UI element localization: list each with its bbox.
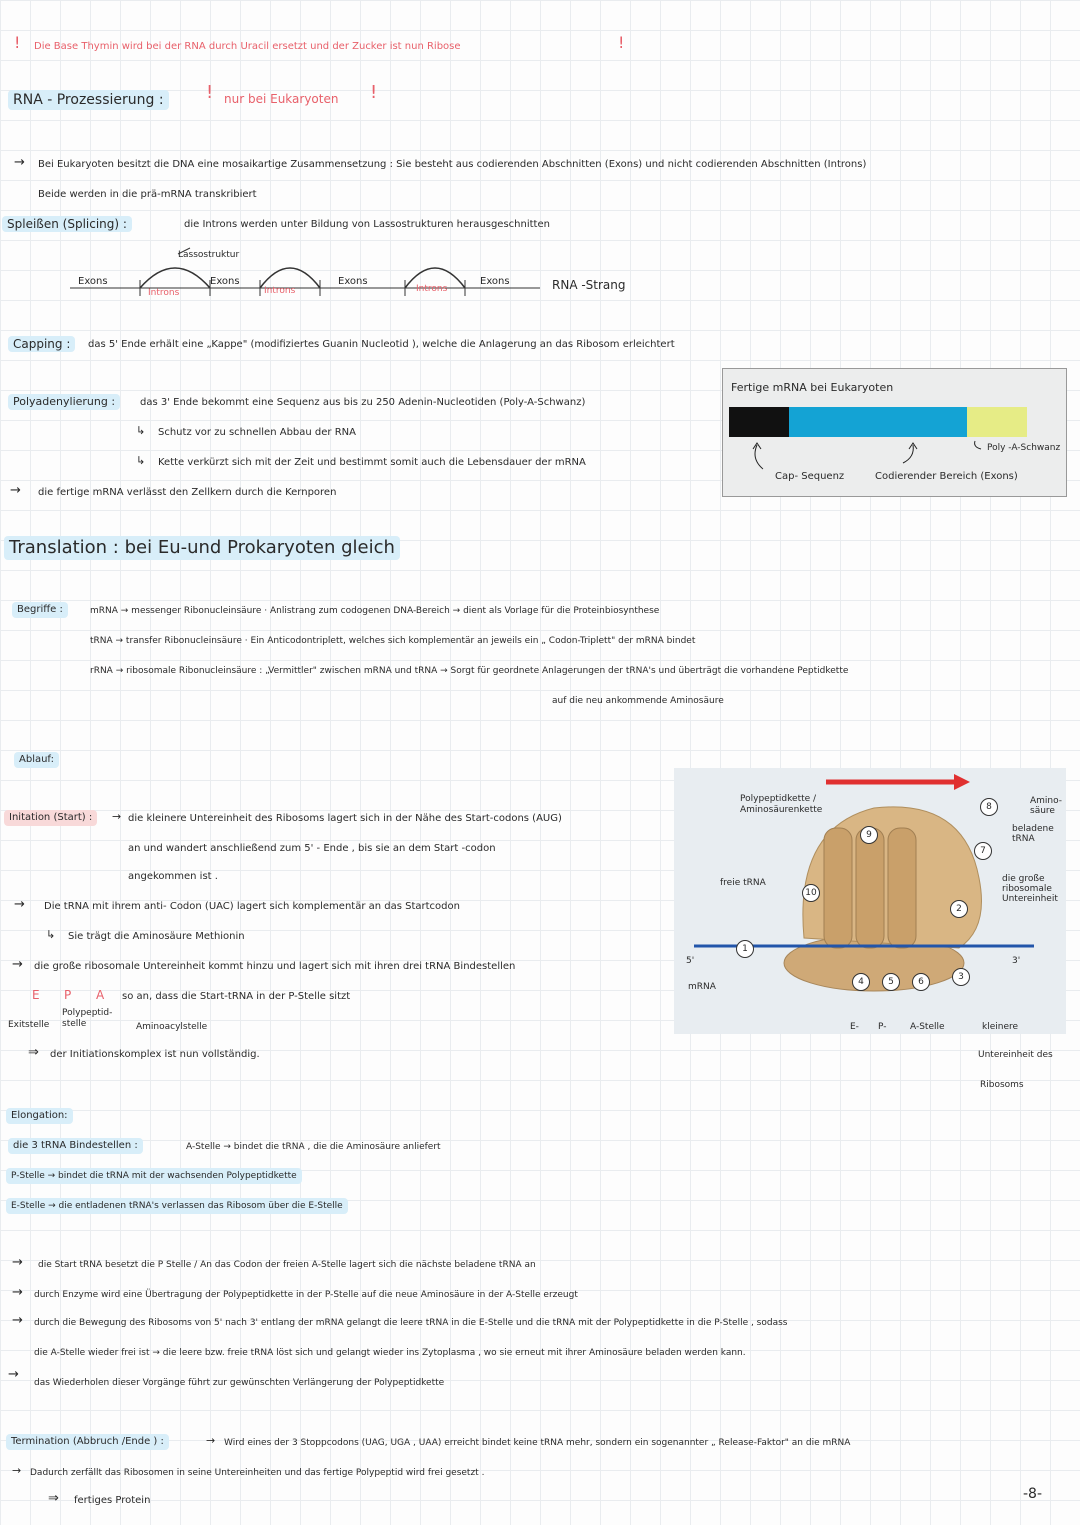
elong-line-2: durch Enzyme wird eine Übertragung der Polypeptidkette in der P-Stelle auf die neue Aminosäure in der A-Stelle erzeugt [34,1290,578,1300]
amino-label: Amino- säure [1030,796,1063,816]
bindestellen-label: die 3 tRNA Bindestellen : [8,1138,143,1154]
arrow-icon: → [10,483,21,498]
lasso-label: Lassostruktur [178,250,240,260]
mrna-fig-label: mRNA [688,982,716,992]
exit-label: Exitstelle [8,1020,50,1030]
p-label: P- [878,1022,887,1032]
page-number: -8- [1022,1486,1042,1502]
exclamation-icon: ! [370,82,378,103]
polya-label: Polyadenylierung : [8,394,120,410]
arrow-icon: → [12,1255,23,1270]
beladene-label: beladene tRNA [1012,824,1054,844]
termination-label: Termination (Abbruch /Ende ) : [6,1434,169,1450]
epa-text: so an, dass die Start-tRNA in der P-Stelle sitzt [122,991,351,1002]
double-arrow-icon: ⇒ [48,1491,59,1506]
elong-line-1: die Start tRNA besetzt die P Stelle / An das Codon der freien A-Stelle lagert sich die nächste beladene tRNA an [38,1260,536,1270]
p-site-text: P-Stelle → bindet die tRNA mit der wachsenden Polypeptidkette [6,1168,302,1184]
figure-marker-6: 6 [912,973,930,991]
exon-label: Exons [210,276,240,287]
section-title-translation: Translation : bei Eu-und Prokaryoten gleich [4,536,400,560]
rna-strand-label: RNA -Strang [552,278,626,292]
aminoacyl-label: Aminoacylstelle [136,1022,208,1032]
kleinere-label-2: Untereinheit des [978,1050,1053,1060]
capping-label: Capping : [8,336,75,352]
elong-line-4: die A-Stelle wieder frei ist → die leere bzw. freie tRNA löst sich und gelangt wieder ins Zytoplasma , wo sie erneut mit ihrer Aminosäure beladen werden kann. [34,1348,746,1358]
a-site-text: A-Stelle → bindet die tRNA , die die Aminosäure anliefert [186,1142,441,1152]
arrow-icon: → [206,1434,216,1447]
polya-tail-label: Poly -A-Schwanz [987,443,1061,453]
init-line-4: Die tRNA mit ihrem anti- Codon (UAC) lagert sich komplementär an das Startcodon [44,901,460,912]
epa-p: P [64,988,72,1002]
polypeptid-label: Polypeptid- stelle [62,1008,113,1029]
kleinere-label-3: Ribosoms [980,1080,1024,1090]
polypeptid-fig-label: Polypeptidkette / Aminosäurenkette [740,794,823,815]
elongation-label: Elongation: [6,1108,73,1124]
intron-label: Introns [416,284,448,294]
arrow-icon: → [14,155,25,170]
arrow-icon: ↳ [136,424,146,437]
figure-marker-5: 5 [882,973,900,991]
figure-marker-9: 9 [860,826,878,844]
grosse-label: die große ribosomale Untereinheit [1002,874,1058,904]
arrow-icon: ↳ [136,454,146,467]
arrow-icon: → [112,810,122,823]
exon-label: Exons [338,276,368,287]
top-note: Die Base Thymin wird bei der RNA durch Uracil ersetzt und der Zucker ist nun Ribose [34,41,461,52]
rrna-term-2: auf die neu ankommende Aminosäure [552,696,724,706]
exclamation-icon: ! [14,33,21,52]
figure-marker-3: 3 [952,968,970,986]
trna-term: tRNA → transfer Ribonucleinsäure · Ein Anticodontriplett, welches sich komplementär an jeweils ein „ Codon-Triplett" der mRNA bindet [90,636,696,646]
figure-marker-1: 1 [736,940,754,958]
a-label: A-Stelle [910,1022,945,1032]
init-line-5: Sie trägt die Aminosäure Methionin [68,931,245,942]
init-line-3: angekommen ist . [128,871,218,882]
ribosome-figure [674,768,1066,1034]
figure-marker-4: 4 [852,973,870,991]
panel-title: Fertige mRNA bei Eukaryoten [731,381,894,394]
three-prime-label: 3' [1012,956,1021,966]
figure-marker-7: 7 [974,842,992,860]
cap-label: Cap- Sequenz [775,471,845,482]
init-line-1: die kleinere Untereinheit des Ribosoms lagert sich in der Nähe des Start-codons (AUG) [128,813,562,824]
section-title-rna-prozessierung: RNA - Prozessierung : [8,90,169,110]
eukaryoten-note: nur bei Eukaryoten [224,92,339,106]
arrow-icon: → [12,1464,22,1477]
e-site-text: E-Stelle → die entladenen tRNA's verlassen das Ribosom über die E-Stelle [6,1198,348,1214]
arrow-icon: → [12,957,23,972]
intron-label: Introns [148,288,180,298]
coding-label: Codierender Bereich (Exons) [875,471,1018,482]
initiation-label: Initation (Start) : [4,810,97,826]
transkribiert-line: Beide werden in die prä-mRNA transkribiert [38,189,257,200]
figure-marker-2: 2 [950,900,968,918]
five-prime-label: 5' [686,956,695,966]
freie-trna-label: freie tRNA [720,878,766,888]
arrow-icon: → [8,1367,19,1382]
epa-e: E [32,988,40,1002]
final-line: die fertige mRNA verlässt den Zellkern durch die Kernporen [38,487,337,498]
term-line-1: Wird eines der 3 Stoppcodons (UAG, UGA , UAA) erreicht bindet keine tRNA mehr, sondern ein sogenannter „ Release-Faktor" an die mRNA [224,1438,851,1448]
elong-line-5: das Wiederholen dieser Vorgänge führt zur gewünschten Verlängerung der Polypeptidkette [34,1378,445,1388]
arrow-icon: → [12,1313,23,1328]
polya-text: das 3' Ende bekommt eine Sequenz aus bis zu 250 Adenin-Nucleotiden (Poly-A-Schwanz) [140,397,586,408]
term-line-2: Dadurch zerfällt das Ribosomen in seine Untereinheiten und das fertige Polypeptid wird frei gesetzt . [30,1468,485,1478]
e-label: E- [850,1022,859,1032]
exon-label: Exons [480,276,510,287]
polya-bullet-2: Kette verkürzt sich mit der Zeit und bestimmt somit auch die Lebensdauer der mRNA [158,457,586,468]
begriffe-label: Begriffe : [12,602,68,618]
exclamation-icon: ! [206,82,214,103]
exclamation-icon: ! [618,33,625,52]
mrna-panel [722,368,1067,497]
double-arrow-icon: ⇒ [28,1045,39,1060]
elong-line-3: durch die Bewegung des Ribosoms von 5' nach 3' entlang der mRNA gelangt die leere tRNA in die E-Stelle und die tRNA mit der Polypeptidkette in die P-Stelle , sodass [34,1318,788,1328]
epa-a: A [96,988,105,1002]
init-line-2: an und wandert anschließend zum 5' - Ende , bis sie an dem Start -codon [128,843,496,854]
splicing-text: die Introns werden unter Bildung von Lassostrukturen herausgeschnitten [184,219,550,230]
eukaryoten-line: Bei Eukaryoten besitzt die DNA eine mosaikartige Zusammensetzung : Sie besteht aus codierenden Abschnitten (Exons) und nicht codierenden Abschnitten (Introns) [38,159,867,170]
term-line-3: fertiges Protein [74,1495,151,1506]
capping-text: das 5' Ende erhält eine „Kappe" (modifiziertes Guanin Nucleotid ), welche die Anlagerung an das Ribosom erleichtert [88,339,675,350]
arrow-icon: → [14,897,25,912]
figure-marker-10: 10 [802,884,820,902]
exon-label: Exons [78,276,108,287]
arrow-icon: → [12,1285,23,1300]
intron-label: Introns [264,286,296,296]
splicing-label: Spleißen (Splicing) : [2,216,132,232]
ablauf-label: Ablauf: [14,752,59,768]
arrow-icon: ↳ [46,928,56,941]
mrna-term: mRNA → messenger Ribonucleinsäure · Anlistrang zum codogenen DNA-Bereich → dient als Vorlage für die Proteinbiosynthese [90,606,660,616]
init-done: der Initiationskomplex ist nun vollständig. [50,1049,260,1060]
rrna-term: rRNA → ribosomale Ribonucleinsäure : „Vermittler" zwischen mRNA und tRNA → Sorgt für geordnete Anlagerungen der tRNA's und überträgt die vorhandene Peptidkette [90,666,849,676]
figure-marker-8: 8 [980,798,998,816]
init-line-6: die große ribosomale Untereinheit kommt hinzu und lagert sich mit ihren drei tRNA Bindestellen [34,961,516,972]
kleinere-label: kleinere [982,1022,1019,1032]
polya-bullet-1: Schutz vor zu schnellen Abbau der RNA [158,427,356,438]
